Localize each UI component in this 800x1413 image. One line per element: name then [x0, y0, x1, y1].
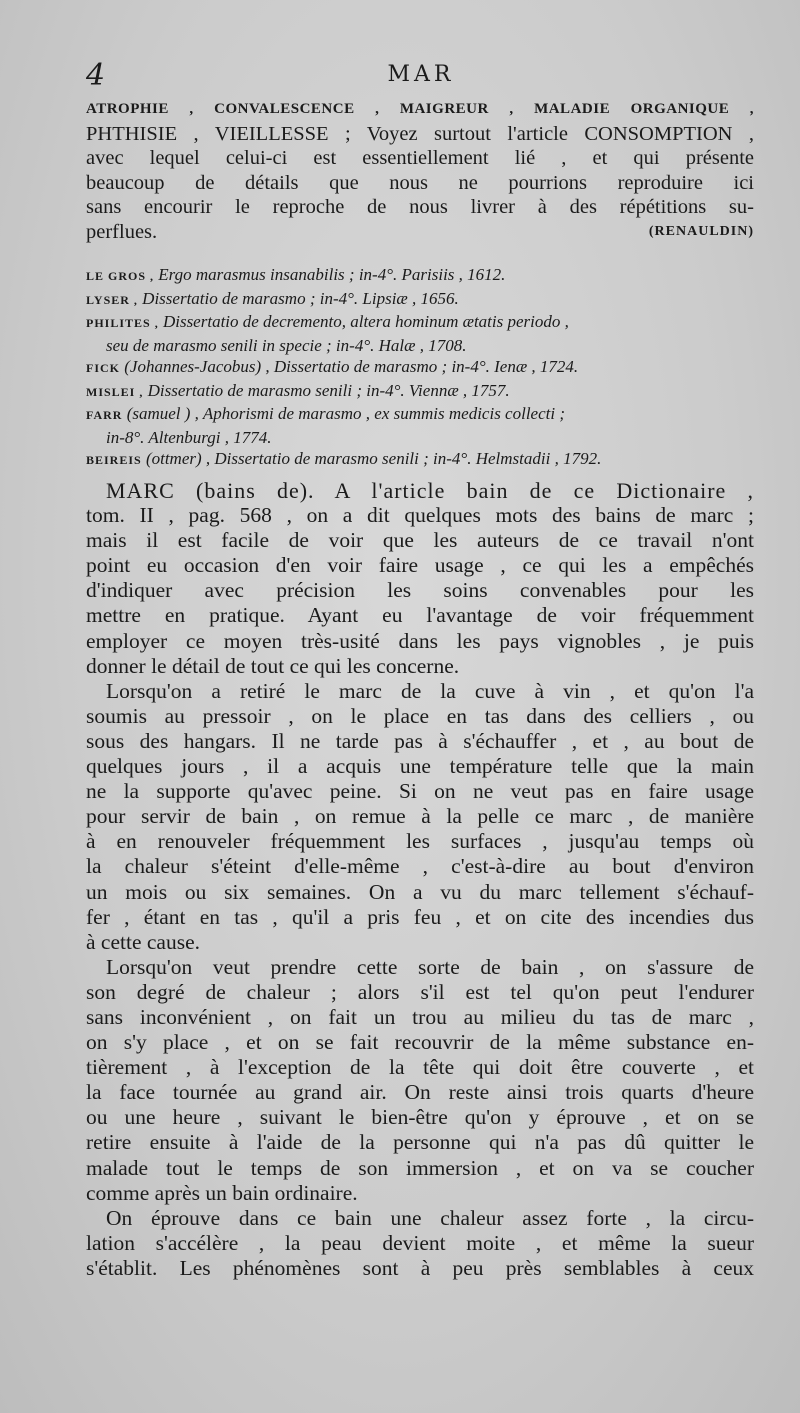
biblio-text: seu de marasmo senili in specie ; in-4°. Halæ , 1708.: [106, 335, 467, 355]
biblio-entry: [86, 403, 756, 427]
article-line: la face tournée au grand air. On reste ainsi trois quarts d'heure: [86, 1080, 754, 1105]
article-line: On éprouve dans ce bain une chaleur assez forte , la circu-: [106, 1205, 754, 1230]
biblio-entry: [86, 288, 756, 312]
biblio-text: (Johannes-Jacobus) , Dissertatio de marasmo ; in-4°. Ienæ , 1724.: [124, 357, 579, 376]
article-line: sans inconvénient , on fait un trou au milieu du tas de marc ,: [86, 1004, 754, 1029]
biblio-entry: [86, 264, 756, 288]
article-line: donner le détail de tout ce qui les concerne.: [86, 653, 460, 678]
intro-line: sans encourir le reproche de nous livrer à des répétitions su-: [86, 196, 754, 219]
article-line: tièrement , à l'exception de la tête qui doit être couverte , et: [86, 1055, 754, 1080]
article-line: son degré de chaleur ; alors s'il est tel qu'on peut l'endurer: [86, 979, 754, 1004]
intro-line: PHTHISIE , VIEILLESSE ; Voyez surtout l'article CONSOMPTION ,: [86, 122, 754, 145]
running-head: MAR: [387, 62, 455, 87]
article-line: la chaleur s'éteint d'elle-même , c'est-à-dire au bout d'environ: [86, 854, 754, 879]
article-line: pour servir de bain , on remue à la pelle ce marc , de manière: [86, 804, 754, 829]
biblio-text: Ergo marasmus insanabilis ; in-4°. Parisiis , 1612.: [158, 265, 506, 284]
intro-line: ATROPHIE , CONVALESCENCE , MAIGREUR , MALADIE ORGANIQUE ,: [86, 101, 754, 117]
intro-line: beaucoup de détails que nous ne pourrions reproduire ici: [86, 171, 754, 194]
biblio-text: (ottmer) , Dissertatio de marasmo senili ; in-4°. Helmstadii , 1792.: [145, 449, 602, 468]
article-line: Lorsqu'on veut prendre cette sorte de bain , on s'assure de: [106, 954, 754, 979]
article-line: ne la supporte qu'avec peine. Si on ne veut pas en faire usage: [86, 779, 754, 804]
biblio-author: LE GROS ,: [86, 269, 155, 283]
biblio-text: in-8°. Altenburgi , 1774.: [106, 427, 272, 447]
page-number: 4: [86, 58, 106, 93]
biblio-author: MISLEI ,: [86, 384, 144, 399]
biblio-author: FICK: [86, 361, 120, 375]
article-marc: [86, 478, 754, 1281]
article-line: sous des hangars. Il ne tarde pas à s'échauffer , et , au bout de: [86, 728, 754, 753]
intro-line: avec lequel celui-ci est essentiellement lié , et qui présente: [86, 147, 754, 170]
biblio-entry: [86, 356, 756, 380]
biblio-author: PHILITES ,: [86, 316, 159, 330]
article-line: employer ce moyen très-usité dans les pays vignobles , je puis: [86, 628, 754, 653]
biblio-author: BEIREIS: [86, 453, 142, 467]
article-line: retire ensuite à l'aide de la personne qui n'a pas dû quitter le: [86, 1130, 754, 1155]
biblio-text: (samuel ) , Aphorismi de marasmo , ex summis medicis collecti ;: [126, 404, 566, 423]
article-line: malade tout le temps de son immersion , et on va se coucher: [86, 1155, 754, 1180]
biblio-author: FARR: [86, 408, 123, 422]
article-line: on s'y place , et on se fait recouvrir de la même substance en-: [86, 1030, 754, 1055]
article-line: lation s'accélère , la peau devient moite , et même la sueur: [86, 1230, 754, 1255]
bibliography: [86, 264, 756, 472]
biblio-author: LYSER ,: [86, 292, 138, 307]
biblio-entry: [86, 335, 756, 357]
article-line: point eu occasion d'en voir faire usage , ce qui les a empêchés: [86, 553, 754, 578]
article-line: Lorsqu'on a retiré le marc de la cuve à vin , et qu'on l'a: [106, 678, 754, 703]
biblio-entry: [86, 380, 756, 404]
article-line: tom. II , pag. 568 , on a dit quelques mots des bains de marc ;: [86, 503, 754, 528]
biblio-entry: [86, 427, 756, 449]
article-line: mais il est facile de voir que les auteurs de ce travail n'ont: [86, 528, 754, 553]
biblio-text: Dissertatio de decremento, altera hominum ætatis periodo ,: [162, 312, 569, 331]
page-header: [86, 58, 756, 94]
article-line: soumis au pressoir , on le place en tas dans des celliers , ou: [86, 703, 754, 728]
biblio-text: Dissertatio de marasmo ; in-4°. Lipsiæ , 1656.: [142, 288, 459, 308]
article-line: s'établit. Les phénomènes sont à peu près semblables à ceux: [86, 1255, 754, 1280]
article-line: ou une heure , suivant le bien-être qu'on y éprouve , et on se: [86, 1105, 754, 1130]
article-line: d'indiquer avec précision les soins convenables pour les: [86, 578, 754, 603]
article-line: quelques jours , il a acquis une température telle que la main: [86, 754, 754, 779]
article-line: à cette cause.: [86, 929, 200, 954]
article-line: comme après un bain ordinaire.: [86, 1180, 358, 1205]
article-line: à en renouveler fréquemment les surfaces , jusqu'au temps où: [86, 829, 754, 854]
article-line: fer , étant en tas , qu'il a pris feu , et on cite des incendies dus: [86, 904, 754, 929]
intro-paragraph: [86, 97, 754, 245]
author-signature: (RENAULDIN): [648, 223, 754, 239]
biblio-entry: [86, 448, 756, 472]
article-line: mettre en pratique. Ayant eu l'avantage de voir fréquemment: [86, 603, 754, 628]
intro-line: perflues.: [86, 220, 158, 243]
biblio-text: Dissertatio de marasmo senili ; in-4°. Viennæ , 1757.: [147, 380, 510, 400]
intro-line-last: [86, 220, 754, 245]
biblio-entry: [86, 311, 756, 335]
article-line: MARC (bains de). A l'article bain de ce Dictionaire ,: [106, 478, 754, 503]
article-line: un mois ou six semaines. On a vu du marc tellement s'échauf-: [86, 879, 754, 904]
